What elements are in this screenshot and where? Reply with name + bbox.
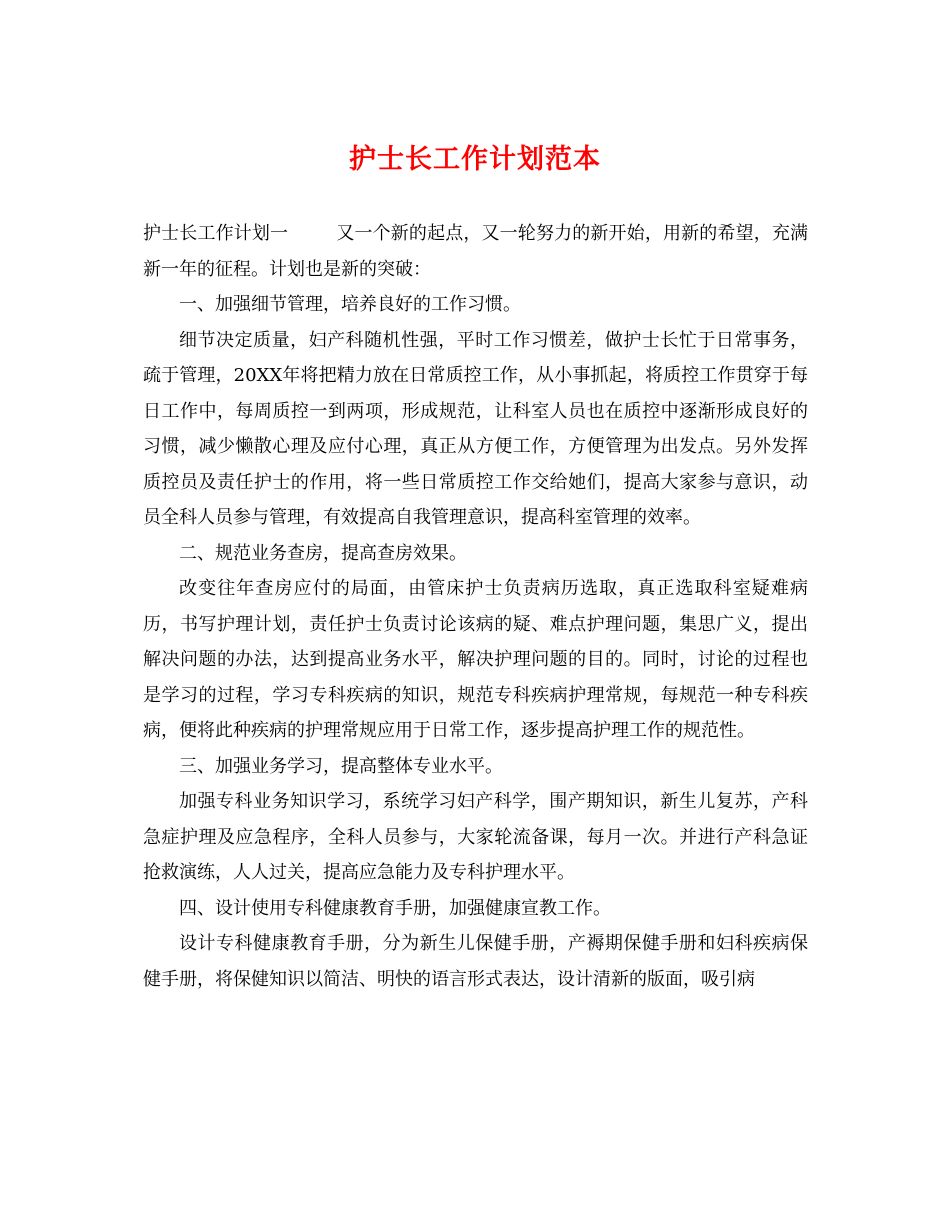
section-paragraph-4: 设计专科健康教育手册，分为新生儿保健手册，产褥期保健手册和妇科疾病保健手册，将保健知识以简洁、明快的语言形式表达，设计清新的版面，吸引病 — [143, 933, 808, 990]
section-paragraph-2: 改变往年查房应付的局面，由管床护士负责病历选取，真正选取科室疑难病历，书写护理计划，责任护士负责讨论该病的疑、难点护理问题，集思广义，提出解决问题的办法，达到提高业务水平，解决护理问题的目的。同时，讨论的过程也是学习的过程，学习专科疾病的知识，规范专科疾病护理常规，每规范一种专科疾病，便将此种疾病的护理常规应用于日常工作，逐步提高护理工作的规范性。 — [143, 578, 808, 741]
document-body — [143, 216, 808, 997]
intro-label: 护士长工作计划一 — [143, 223, 289, 244]
section-heading-4: 四、设计使用专科健康教育手册，加强健康宣教工作。 — [179, 897, 611, 919]
document-title: 护士长工作计划范本 — [349, 144, 601, 175]
intro-paragraph — [143, 216, 808, 287]
section-heading-3: 三、加强业务学习，提高整体专业水平。 — [179, 755, 503, 777]
section-heading-1: 一、加强细节管理，培养良好的工作习惯。 — [179, 294, 521, 315]
section-paragraph-3: 加强专科业务知识学习，系统学习妇产科学，围产期知识，新生儿复苏，产科急症护理及应急程序，全科人员参与，大家轮流备课，每月一次。并进行产科急证抢救演练，人人过关，提高应急能力及专科护理水平。 — [143, 791, 808, 883]
section-paragraph-1: 细节决定质量，妇产科随机性强，平时工作习惯差，做护士长忙于日常事务，疏于管理，20XX年将把精力放在日常质控工作，从小事抓起，将质控工作贯穿于每日工作中，每周质控一到两项，形成规范，让科室人员也在质控中逐渐形成良好的习惯，减少懒散心理及应付心理，真正从方便工作，方便管理为出发点。另外发挥质控员及责任护士的作用，将一些日常质控工作交给她们，提高大家参与意识，动员全科人员参与管理，有效提高自我管理意识，提高科室管理的效率。 — [143, 329, 808, 528]
section-heading-2: 二、规范业务查房，提高查房效果。 — [179, 542, 467, 564]
intro-text: 又一个新的起点，又一轮努力的新开始，用新的希望，充满新一年的征程。计划也是新的突破： — [143, 223, 809, 280]
